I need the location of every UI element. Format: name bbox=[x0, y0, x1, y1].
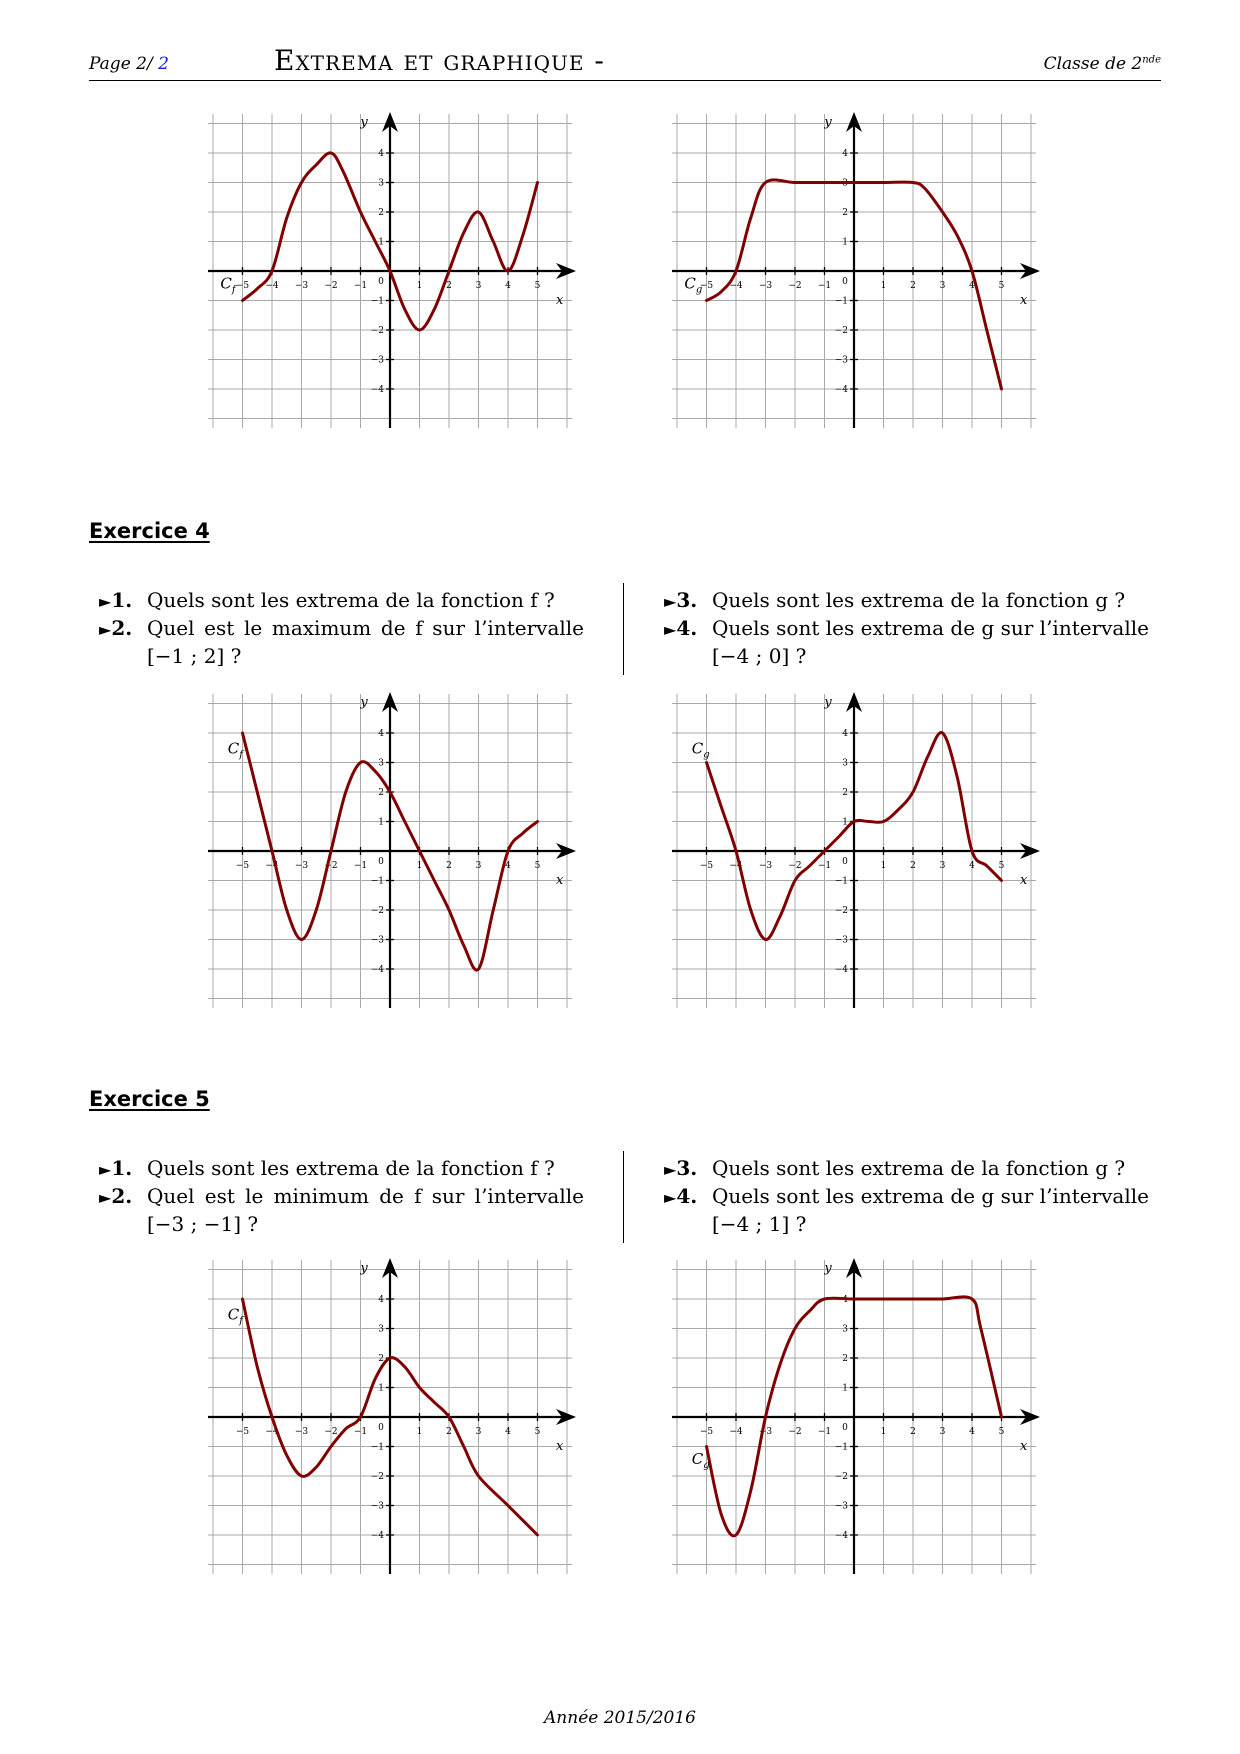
y-tick-label: 2 bbox=[378, 788, 384, 798]
x-tick-label: 1 bbox=[416, 861, 423, 871]
graph-ex5-f-svg bbox=[200, 1252, 580, 1582]
curve-name-subscript: f bbox=[239, 1315, 243, 1327]
triangle-icon: ► bbox=[99, 1160, 112, 1179]
x-tick-label: 3 bbox=[475, 861, 482, 871]
triangle-icon: ► bbox=[664, 620, 677, 639]
curve-name-label: $C_f$ bbox=[220, 275, 237, 296]
y-tick-label: −1 bbox=[370, 296, 384, 307]
x-tick-label: 5 bbox=[998, 861, 1005, 871]
x-tick-label: 3 bbox=[939, 1427, 946, 1437]
y-tick-label: −4 bbox=[834, 385, 848, 395]
x-axis-label: x bbox=[555, 1439, 564, 1454]
y-tick-label: −2 bbox=[370, 1472, 384, 1482]
x-tick-label: −2 bbox=[788, 1427, 802, 1437]
x-tick-label: −4 bbox=[265, 1427, 279, 1437]
origin-label: 0 bbox=[378, 857, 384, 867]
y-tick-label: 3 bbox=[378, 758, 384, 769]
graph-ex3-f-svg bbox=[200, 106, 580, 436]
exercise-4-left-questions bbox=[89, 586, 584, 670]
y-axis-label: y bbox=[360, 695, 368, 710]
x-tick-label: −2 bbox=[324, 281, 338, 291]
x-tick-label: 4 bbox=[505, 281, 511, 291]
graph-ex4-g bbox=[664, 686, 1044, 1016]
x-tick-label: 2 bbox=[910, 1427, 916, 1437]
y-tick-label: −2 bbox=[834, 1472, 848, 1482]
column-separator bbox=[623, 583, 624, 675]
x-tick-label: −5 bbox=[235, 1427, 250, 1437]
y-tick-label: −2 bbox=[834, 906, 848, 916]
y-tick-label: 1 bbox=[378, 1383, 384, 1394]
y-tick-label: 4 bbox=[842, 149, 848, 159]
y-tick-label: 4 bbox=[842, 1295, 848, 1305]
graph-ex4-f-svg bbox=[200, 686, 580, 1016]
curve-name-subscript: f bbox=[231, 284, 236, 296]
graph-ex4-f bbox=[200, 686, 580, 1016]
x-tick-label: 2 bbox=[446, 861, 452, 871]
y-tick-label: 3 bbox=[378, 178, 384, 189]
x-tick-label: −1 bbox=[353, 861, 368, 871]
y-tick-label: 4 bbox=[842, 729, 848, 739]
x-tick-label: −3 bbox=[758, 1427, 773, 1437]
x-tick-label: 3 bbox=[475, 281, 482, 291]
graph-ex3-g bbox=[664, 106, 1044, 436]
graph-ex4-g-svg bbox=[664, 686, 1044, 1016]
curve-name-subscript: g bbox=[703, 749, 710, 761]
x-tick-label: 2 bbox=[446, 281, 452, 291]
exercise-4-right-questions bbox=[654, 586, 1149, 670]
graph-ex5-f bbox=[200, 1252, 580, 1582]
triangle-icon: ► bbox=[664, 592, 677, 611]
y-tick-label: −3 bbox=[370, 935, 384, 946]
y-tick-label: −1 bbox=[370, 1442, 384, 1453]
y-tick-label: 2 bbox=[842, 788, 848, 798]
y-tick-label: −3 bbox=[370, 1501, 384, 1512]
y-tick-label: −4 bbox=[370, 1531, 384, 1541]
x-tick-label: 4 bbox=[505, 1427, 511, 1437]
y-tick-label: 3 bbox=[842, 1324, 848, 1335]
x-tick-label: −2 bbox=[324, 1427, 338, 1437]
x-tick-label: −5 bbox=[699, 281, 714, 291]
x-tick-label: −4 bbox=[729, 281, 743, 291]
y-tick-label: −3 bbox=[834, 355, 848, 366]
y-axis-label: y bbox=[824, 115, 832, 130]
graph-ex5-g-svg bbox=[664, 1252, 1044, 1582]
y-tick-label: −3 bbox=[370, 355, 384, 366]
x-tick-label: 3 bbox=[939, 861, 946, 871]
x-tick-label: 3 bbox=[939, 281, 946, 291]
x-tick-label: 1 bbox=[880, 861, 887, 871]
y-tick-label: 3 bbox=[842, 758, 848, 769]
graph-ex3-f bbox=[200, 106, 580, 436]
y-tick-label: −1 bbox=[834, 1442, 848, 1453]
y-tick-label: 2 bbox=[842, 208, 848, 218]
origin-label: 0 bbox=[842, 857, 848, 867]
exercise-5-left-questions bbox=[89, 1154, 584, 1238]
curve-name-subscript: g bbox=[703, 1460, 710, 1472]
x-tick-label: −4 bbox=[265, 281, 279, 291]
question: ►2. Quel est le minimum de f sur l’intervalle [−3 ; −1] ? bbox=[99, 1184, 584, 1236]
question: ►3. Quels sont les extrema de la fonction g ? bbox=[664, 1156, 1126, 1180]
x-axis-label: x bbox=[1019, 293, 1028, 308]
x-tick-label: 1 bbox=[880, 1427, 887, 1437]
x-tick-label: 4 bbox=[505, 861, 511, 871]
curve-name-subscript: g bbox=[695, 284, 703, 296]
y-tick-label: −1 bbox=[834, 876, 848, 887]
x-tick-label: −5 bbox=[699, 1427, 714, 1437]
exercise-5-title: Exercice 5 bbox=[89, 1087, 210, 1111]
x-tick-label: −4 bbox=[729, 1427, 743, 1437]
x-tick-label: 3 bbox=[475, 1427, 482, 1437]
graph-ex3-g-svg bbox=[664, 106, 1044, 436]
y-tick-label: 2 bbox=[378, 208, 384, 218]
x-tick-label: 1 bbox=[416, 1427, 423, 1437]
y-tick-label: 3 bbox=[842, 178, 848, 189]
triangle-icon: ► bbox=[99, 620, 112, 639]
curve-name-subscript: f bbox=[239, 749, 243, 761]
y-tick-label: 4 bbox=[378, 729, 384, 739]
question: ►4. Quels sont les extrema de g sur l’intervalle [−4 ; 0] ? bbox=[664, 616, 1149, 668]
x-axis-label: x bbox=[1019, 873, 1028, 888]
page-header bbox=[89, 44, 1161, 81]
y-tick-label: −2 bbox=[370, 326, 384, 336]
y-tick-label: 1 bbox=[378, 237, 384, 248]
x-tick-label: 5 bbox=[998, 281, 1005, 291]
origin-label: 0 bbox=[378, 1423, 384, 1433]
x-tick-label: −5 bbox=[235, 861, 250, 871]
x-axis-label: x bbox=[555, 293, 564, 308]
y-tick-label: −1 bbox=[370, 876, 384, 887]
x-tick-label: 4 bbox=[969, 861, 975, 871]
x-tick-label: −1 bbox=[817, 861, 832, 871]
curve-name-label: $C_g$ bbox=[684, 274, 703, 296]
triangle-icon: ► bbox=[664, 1188, 677, 1207]
curve-name-label: $C_g$ bbox=[691, 739, 710, 761]
exercise-4-title: Exercice 4 bbox=[89, 519, 210, 543]
y-axis-label: y bbox=[360, 1261, 368, 1276]
column-separator bbox=[623, 1151, 624, 1243]
class-label: Classe de 2nde bbox=[1043, 54, 1161, 74]
y-tick-label: −3 bbox=[834, 1501, 848, 1512]
y-axis-label: y bbox=[360, 115, 368, 130]
x-tick-label: 4 bbox=[969, 1427, 975, 1437]
x-tick-label: −1 bbox=[353, 1427, 368, 1437]
x-tick-label: −2 bbox=[324, 861, 338, 871]
x-tick-label: 2 bbox=[446, 1427, 452, 1437]
y-tick-label: −2 bbox=[834, 326, 848, 336]
x-tick-label: −5 bbox=[235, 281, 250, 291]
x-tick-label: −3 bbox=[758, 281, 773, 291]
x-tick-label: 2 bbox=[910, 281, 916, 291]
x-tick-label: 4 bbox=[969, 281, 975, 291]
graph-ex5-g bbox=[664, 1252, 1044, 1582]
x-tick-label: −1 bbox=[353, 281, 368, 291]
origin-label: 0 bbox=[842, 1423, 848, 1433]
curve-name-label: $C_f$ bbox=[228, 1306, 245, 1327]
y-tick-label: 3 bbox=[378, 1324, 384, 1335]
x-tick-label: 5 bbox=[534, 281, 541, 291]
triangle-icon: ► bbox=[664, 1160, 677, 1179]
question: ►1. Quels sont les extrema de la fonction f ? bbox=[99, 588, 555, 612]
x-tick-label: −3 bbox=[294, 281, 309, 291]
y-axis-label: y bbox=[824, 1261, 832, 1276]
curve-name-label: $C_g$ bbox=[691, 1450, 710, 1472]
x-tick-label: −2 bbox=[788, 861, 802, 871]
page-total-link[interactable]: 2 bbox=[158, 54, 169, 74]
y-tick-label: 4 bbox=[378, 149, 384, 159]
x-tick-label: −1 bbox=[817, 1427, 832, 1437]
x-tick-label: −5 bbox=[699, 861, 714, 871]
y-tick-label: 1 bbox=[378, 817, 384, 828]
x-tick-label: −4 bbox=[265, 861, 279, 871]
page-number: Page 2/ 2 bbox=[89, 54, 169, 74]
triangle-icon: ► bbox=[99, 1188, 112, 1207]
y-tick-label: −4 bbox=[370, 965, 384, 975]
x-tick-label: 5 bbox=[998, 1427, 1005, 1437]
footer-year: Année 2015/2016 bbox=[544, 1708, 696, 1728]
y-tick-label: 1 bbox=[842, 817, 848, 828]
question: ►1. Quels sont les extrema de la fonction f ? bbox=[99, 1156, 555, 1180]
origin-label: 0 bbox=[842, 277, 848, 287]
y-tick-label: 2 bbox=[378, 1354, 384, 1364]
origin-label: 0 bbox=[378, 277, 384, 287]
x-tick-label: −3 bbox=[294, 1427, 309, 1437]
y-tick-label: −4 bbox=[834, 965, 848, 975]
x-tick-label: 2 bbox=[910, 861, 916, 871]
x-tick-label: −4 bbox=[729, 861, 743, 871]
y-tick-label: −4 bbox=[370, 385, 384, 395]
question: ►2. Quel est le maximum de f sur l’intervalle [−1 ; 2] ? bbox=[99, 616, 584, 668]
x-tick-label: 1 bbox=[880, 281, 887, 291]
exercise-5-right-questions bbox=[654, 1154, 1149, 1238]
question: ►4. Quels sont les extrema de g sur l’intervalle [−4 ; 1] ? bbox=[664, 1184, 1149, 1236]
y-tick-label: 2 bbox=[842, 1354, 848, 1364]
x-tick-label: −3 bbox=[294, 861, 309, 871]
y-tick-label: −4 bbox=[834, 1531, 848, 1541]
page-title: Extrema et graphique - bbox=[274, 44, 605, 77]
x-axis-label: x bbox=[555, 873, 564, 888]
y-tick-label: −3 bbox=[834, 935, 848, 946]
x-tick-label: 1 bbox=[416, 281, 423, 291]
y-axis-label: y bbox=[824, 695, 832, 710]
y-tick-label: 4 bbox=[378, 1295, 384, 1305]
y-tick-label: −2 bbox=[370, 906, 384, 916]
x-axis-label: x bbox=[1019, 1439, 1028, 1454]
triangle-icon: ► bbox=[99, 592, 112, 611]
x-tick-label: 5 bbox=[534, 861, 541, 871]
question: ►3. Quels sont les extrema de la fonction g ? bbox=[664, 588, 1126, 612]
x-tick-label: 5 bbox=[534, 1427, 541, 1437]
x-tick-label: −2 bbox=[788, 281, 802, 291]
curve-name-label: $C_f$ bbox=[228, 740, 245, 761]
x-tick-label: −3 bbox=[758, 861, 773, 871]
x-tick-label: −1 bbox=[817, 281, 832, 291]
y-tick-label: 1 bbox=[842, 237, 848, 248]
y-tick-label: −1 bbox=[834, 296, 848, 307]
y-tick-label: 1 bbox=[842, 1383, 848, 1394]
